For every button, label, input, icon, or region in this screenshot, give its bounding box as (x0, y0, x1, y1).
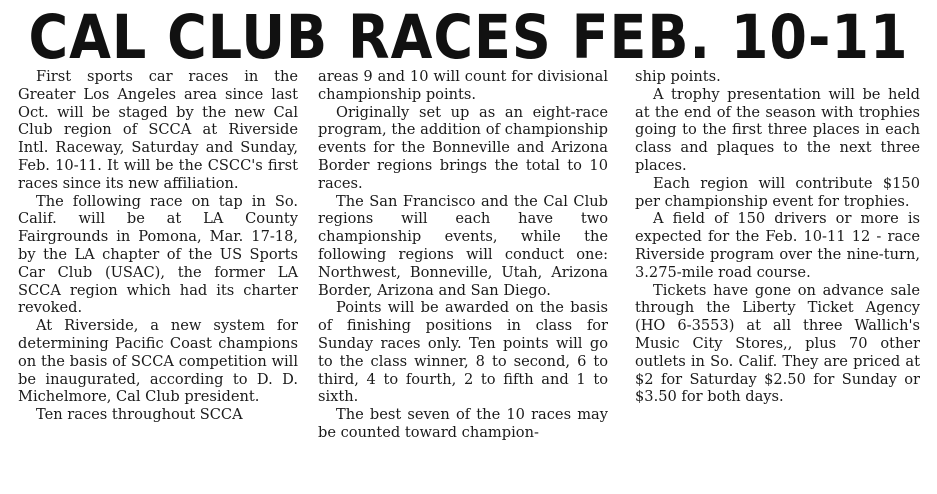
paragraph: Points will be awarded on the basis of finishing positions in class for Sunday races only. Ten points will go to the class winner, 8 to second, 6 to third, 4 to fourth, 2 to fifth and 1 to sixth. (318, 299, 608, 406)
paragraph: A field of 150 drivers or more is expected for the Feb. 10-11 12 - race Riverside program over the nine-turn, 3.275-mile road course. (635, 210, 920, 281)
paragraph: The best seven of the 10 races may be counted toward champion- (318, 406, 608, 441)
article-column-2 (318, 68, 608, 442)
paragraph: First sports car races in the Greater Los Angeles area since last Oct. will be staged by the new Cal Club region of SCCA at Riverside Intl. Raceway, Saturday and Sunday, Feb. 10-11. It will be the CSCC's first races since its new affiliation. (18, 68, 298, 192)
paragraph: Ten races throughout SCCA (36, 406, 243, 424)
paragraph: Originally set up as an eight-race program, the addition of championship events for the Bonneville and Arizona Border regions brings the total to 10 races. (318, 103, 608, 192)
paragraph: Each region will contribute $150 per championship event for trophies. (635, 174, 920, 210)
paragraph: The following race on tap in So. Calif. will be at LA County Fairgrounds in Pomona, Mar. 17-18, by the LA chapter of the US Sports Car Club (USAC), the former LA SCCA region which had its charter revoked. (18, 192, 298, 317)
paragraph-continued: ship points. (635, 68, 721, 85)
headline: CAL CLUB RACES FEB. 10-11 (28, 2, 909, 73)
paragraph-continued: areas 9 and 10 will count for divisional championship points. (318, 68, 608, 103)
paragraph: At Riverside, a new system for determining Pacific Coast champions on the basis of SCCA competition will be inaugurated, according to D. D. Michelmore, Cal Club president. (18, 317, 298, 406)
paragraph: The San Francisco and the Cal Club regions will each have two championship events, while the following regions will conduct one: Northwest, Bonneville, Utah, Arizona Border, Arizona and San Diego. (318, 192, 608, 299)
article-column-1 (18, 68, 298, 424)
paragraph: Tickets have gone on advance sale through the Liberty Ticket Agency (HO 6-3553) at all three Wallich's Music City Stores,, plus 70 other outlets in So. Calif. They are priced at $2 for Saturday $2.50 for Sunday or $3.50 for both days. (635, 281, 920, 406)
paragraph: A trophy presentation will be held at the end of the season with trophies going to the first three places in each class and plaques to the next three places. (635, 85, 920, 174)
article-column-3 (635, 68, 920, 406)
